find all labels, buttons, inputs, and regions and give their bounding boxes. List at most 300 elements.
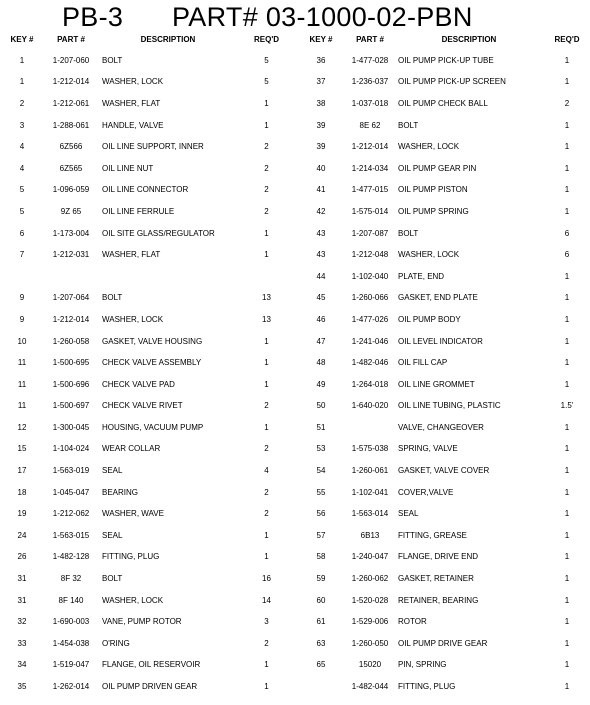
part-number-cell: 1-037-018 bbox=[351, 98, 389, 108]
quantity-required-cell: 1 bbox=[264, 379, 269, 389]
table-row bbox=[296, 568, 590, 590]
quantity-required-cell: 1 bbox=[564, 682, 570, 692]
table-row bbox=[0, 201, 295, 223]
table-row bbox=[296, 352, 590, 374]
quantity-required-cell: 1 bbox=[264, 682, 269, 692]
part-number-cell: 1-096-059 bbox=[52, 185, 90, 195]
table-row bbox=[0, 374, 295, 396]
key-number-cell: 51 bbox=[316, 422, 326, 432]
key-number-cell: 12 bbox=[17, 422, 27, 432]
description-cell: OIL PUMP CHECK BALL bbox=[398, 98, 488, 108]
table-row bbox=[296, 266, 590, 288]
description-cell: SEAL bbox=[398, 509, 419, 519]
part-number-cell: 1-454-038 bbox=[52, 638, 90, 648]
part-number-cell: 1-214-034 bbox=[351, 163, 389, 173]
quantity-required-cell: 4 bbox=[264, 466, 269, 476]
description-cell: OIL PUMP BODY bbox=[398, 314, 461, 324]
key-number-cell: 31 bbox=[17, 595, 27, 605]
quantity-required-cell: 1 bbox=[264, 228, 269, 238]
key-number-cell: 65 bbox=[316, 660, 326, 670]
key-number-cell: 4 bbox=[19, 142, 25, 152]
part-number-cell: 1-104-024 bbox=[52, 444, 90, 454]
key-number-cell: 59 bbox=[316, 574, 326, 584]
part-number-cell: 1-207-060 bbox=[52, 55, 90, 65]
description-cell: PIN, SPRING bbox=[398, 660, 447, 670]
key-number-cell: 2 bbox=[19, 98, 25, 108]
table-row bbox=[296, 547, 590, 569]
table-header-row bbox=[0, 35, 295, 50]
table-row bbox=[296, 396, 590, 418]
quantity-required-cell: 13 bbox=[262, 293, 271, 303]
key-number-cell: 36 bbox=[316, 55, 326, 65]
description-cell: FITTING, PLUG bbox=[398, 682, 456, 692]
description-cell: BOLT bbox=[102, 293, 123, 303]
key-number-cell: 15 bbox=[17, 444, 27, 454]
quantity-required-cell: 2 bbox=[264, 509, 269, 519]
table-row bbox=[0, 115, 295, 137]
description-cell: GASKET, RETAINER bbox=[398, 574, 474, 584]
quantity-required-cell: 3 bbox=[264, 617, 269, 627]
table-row bbox=[296, 72, 590, 94]
key-number-cell: 40 bbox=[316, 163, 326, 173]
quantity-required-cell: 1 bbox=[264, 530, 269, 540]
table-row bbox=[296, 374, 590, 396]
part-number-cell: 1-482-128 bbox=[52, 552, 90, 562]
table-row bbox=[0, 158, 295, 180]
key-number-cell: 32 bbox=[17, 617, 27, 627]
description-cell: SEAL bbox=[102, 530, 123, 540]
quantity-required-cell: 1 bbox=[564, 77, 570, 87]
quantity-required-cell: 13 bbox=[262, 314, 271, 324]
description-cell: OIL FILL CAP bbox=[398, 358, 448, 368]
part-number-cell: 1-262-014 bbox=[52, 682, 90, 692]
table-row bbox=[0, 93, 295, 115]
table-row bbox=[0, 676, 295, 698]
description-cell: OIL LINE GROMMET bbox=[398, 379, 475, 389]
table-row bbox=[0, 590, 295, 612]
description-cell: FITTING, PLUG bbox=[102, 552, 160, 562]
key-number-cell: 54 bbox=[316, 466, 326, 476]
description-cell: FITTING, GREASE bbox=[398, 530, 467, 540]
key-number-cell: 58 bbox=[316, 552, 326, 562]
quantity-required-cell: 2 bbox=[264, 487, 269, 497]
part-number-cell bbox=[44, 266, 98, 288]
table-row bbox=[296, 590, 590, 612]
table-row bbox=[296, 482, 590, 504]
table-row bbox=[0, 460, 295, 482]
table-row bbox=[0, 244, 295, 266]
part-number-cell: 1-240-047 bbox=[351, 552, 389, 562]
description-cell: SEAL bbox=[102, 466, 123, 476]
description-cell: OIL PUMP DRIVEN GEAR bbox=[102, 682, 198, 692]
part-number-cell: 1-207-064 bbox=[52, 293, 90, 303]
table-row bbox=[0, 503, 295, 525]
description-cell: BOLT bbox=[102, 55, 123, 65]
key-number-cell bbox=[0, 266, 44, 288]
quantity-required-cell: 1 bbox=[564, 185, 570, 195]
key-number-cell: 39 bbox=[316, 120, 326, 130]
part-number-cell: 15020 bbox=[358, 660, 382, 670]
quantity-required-cell: 2 bbox=[564, 98, 570, 108]
description-cell: OIL LINE SUPPORT, INNER bbox=[102, 142, 204, 152]
part-number-cell: 1-640-020 bbox=[351, 401, 389, 411]
part-number-cell: 1-212-014 bbox=[52, 314, 90, 324]
quantity-required-cell: 1 bbox=[564, 163, 570, 173]
parts-table-right bbox=[296, 35, 590, 698]
table-row bbox=[296, 223, 590, 245]
key-number-cell: 46 bbox=[316, 314, 326, 324]
column-header-key: KEY # bbox=[309, 35, 333, 44]
description-cell: WASHER, LOCK bbox=[102, 77, 164, 87]
table-row bbox=[296, 115, 590, 137]
quantity-required-cell: 1.5' bbox=[560, 401, 574, 411]
part-number-cell: 1-260-058 bbox=[52, 336, 90, 346]
description-cell: SPRING, VALVE bbox=[398, 444, 458, 454]
part-number-cell: 8F 140 bbox=[58, 595, 84, 605]
table-row bbox=[0, 417, 295, 439]
table-row bbox=[0, 396, 295, 418]
description-cell: OIL PUMP GEAR PIN bbox=[398, 163, 477, 173]
assembly-part-number: PART# 03-1000-02-PBN bbox=[172, 2, 473, 32]
description-cell: BOLT bbox=[398, 228, 419, 238]
table-row bbox=[296, 611, 590, 633]
part-number-cell: 1-477-015 bbox=[351, 185, 389, 195]
key-number-cell: 56 bbox=[316, 509, 326, 519]
quantity-required-cell: 1 bbox=[564, 530, 570, 540]
description-cell: WASHER, LOCK bbox=[102, 595, 164, 605]
key-number-cell: 53 bbox=[316, 444, 326, 454]
table-row bbox=[296, 288, 590, 310]
part-number-cell: 1-212-062 bbox=[52, 509, 90, 519]
part-number-cell: 1-477-028 bbox=[351, 55, 389, 65]
key-number-cell: 24 bbox=[17, 530, 27, 540]
part-number-cell: 1-102-040 bbox=[351, 271, 389, 281]
part-number-cell: 8E 62 bbox=[359, 120, 381, 130]
quantity-required-cell: 1 bbox=[564, 444, 570, 454]
parts-table-left bbox=[0, 35, 295, 698]
parts-list-right bbox=[296, 50, 590, 698]
description-cell: GASKET, VALVE COVER bbox=[398, 466, 490, 476]
description-cell: WASHER, FLAT bbox=[102, 250, 161, 260]
key-number-cell: 4 bbox=[19, 163, 25, 173]
description-cell: WASHER, LOCK bbox=[102, 314, 164, 324]
quantity-required-cell: 1 bbox=[564, 574, 570, 584]
description-cell: OIL PUMP SPRING bbox=[398, 206, 469, 216]
quantity-required-cell: 2 bbox=[264, 142, 269, 152]
key-number-cell: 45 bbox=[316, 293, 326, 303]
key-number-cell: 57 bbox=[316, 530, 326, 540]
description-cell: BOLT bbox=[102, 574, 123, 584]
key-number-cell: 3 bbox=[19, 120, 25, 130]
key-number-cell: 6 bbox=[19, 228, 25, 238]
key-number-cell: 63 bbox=[316, 638, 326, 648]
description-cell: WASHER, WAVE bbox=[102, 509, 164, 519]
part-number-cell: 6B13 bbox=[360, 530, 380, 540]
parts-list-left bbox=[0, 50, 295, 698]
key-number-cell: 11 bbox=[17, 358, 27, 368]
part-number-cell: 1-260-066 bbox=[351, 293, 389, 303]
quantity-required-cell: 2 bbox=[264, 444, 269, 454]
part-number-cell: 1-212-048 bbox=[351, 250, 389, 260]
key-number-cell: 47 bbox=[316, 336, 326, 346]
description-cell: GASKET, END PLATE bbox=[398, 293, 478, 303]
column-header-description: DESCRIPTION bbox=[140, 35, 196, 44]
description-cell: RETAINER, BEARING bbox=[398, 595, 479, 605]
table-row bbox=[296, 417, 590, 439]
description-cell: HOUSING, VACUUM PUMP bbox=[102, 422, 204, 432]
key-number-cell: 37 bbox=[316, 77, 326, 87]
table-row bbox=[0, 72, 295, 94]
quantity-required-cell: 5 bbox=[264, 77, 269, 87]
quantity-required-cell: 1 bbox=[264, 120, 269, 130]
description-cell: OIL LINE NUT bbox=[102, 163, 154, 173]
table-row bbox=[0, 288, 295, 310]
description-cell: VALVE, CHANGEOVER bbox=[398, 422, 484, 432]
part-number-cell: 1-212-031 bbox=[52, 250, 90, 260]
key-number-cell: 26 bbox=[17, 552, 27, 562]
table-row bbox=[296, 460, 590, 482]
key-number-cell: 44 bbox=[316, 271, 326, 281]
key-number-cell: 48 bbox=[316, 358, 326, 368]
part-number-cell: 1-260-062 bbox=[351, 574, 389, 584]
part-number-cell: 1-563-014 bbox=[351, 509, 389, 519]
description-cell: OIL PUMP DRIVE GEAR bbox=[398, 638, 488, 648]
table-row bbox=[0, 352, 295, 374]
description-cell: WASHER, LOCK bbox=[398, 142, 460, 152]
quantity-required-cell: 1 bbox=[564, 120, 570, 130]
quantity-required-cell: 1 bbox=[564, 552, 570, 562]
key-number-cell: 55 bbox=[316, 487, 326, 497]
table-row bbox=[296, 676, 590, 698]
key-number-cell: 1 bbox=[19, 77, 25, 87]
key-number-cell: 9 bbox=[19, 293, 25, 303]
column-header-part: PART # bbox=[356, 35, 384, 44]
part-number-cell: 1-045-047 bbox=[52, 487, 90, 497]
key-number-cell: 10 bbox=[17, 336, 27, 346]
description-cell: OIL LEVEL INDICATOR bbox=[398, 336, 483, 346]
description-cell: FLANGE, DRIVE END bbox=[398, 552, 479, 562]
quantity-required-cell: 1 bbox=[564, 509, 570, 519]
key-number-cell: 33 bbox=[17, 638, 27, 648]
part-number-cell: 1-519-047 bbox=[52, 660, 90, 670]
part-number-cell: 1-529-006 bbox=[351, 617, 389, 627]
key-number-cell: 38 bbox=[316, 98, 326, 108]
table-row bbox=[296, 93, 590, 115]
description-cell: WEAR COLLAR bbox=[102, 444, 161, 454]
quantity-required-cell: 1 bbox=[564, 271, 570, 281]
column-header-key: KEY # bbox=[10, 35, 34, 44]
table-row bbox=[296, 180, 590, 202]
key-number-cell: 39 bbox=[316, 142, 326, 152]
table-row bbox=[0, 223, 295, 245]
description-cell: CHECK VALVE PAD bbox=[102, 379, 175, 389]
table-row bbox=[296, 503, 590, 525]
key-number-cell: 17 bbox=[17, 466, 27, 476]
description-cell: COVER,VALVE bbox=[398, 487, 454, 497]
description-cell: BEARING bbox=[102, 487, 139, 497]
part-number-cell: 1-260-061 bbox=[351, 466, 389, 476]
description-cell: OIL PUMP PICK-UP TUBE bbox=[398, 55, 494, 65]
description-cell: PLATE, END bbox=[398, 271, 445, 281]
model-name: PB-3 bbox=[62, 2, 124, 32]
table-row bbox=[0, 136, 295, 158]
description-cell: WASHER, LOCK bbox=[398, 250, 460, 260]
column-header-part: PART # bbox=[57, 35, 85, 44]
quantity-required-cell: 1 bbox=[264, 336, 269, 346]
description-cell: OIL LINE FERRULE bbox=[102, 206, 175, 216]
table-row bbox=[296, 309, 590, 331]
key-number-cell: 43 bbox=[316, 228, 326, 238]
quantity-required-cell: 5 bbox=[264, 55, 269, 65]
quantity-required-cell: 2 bbox=[264, 401, 269, 411]
quantity-required-cell: 1 bbox=[264, 422, 269, 432]
key-number-cell: 19 bbox=[17, 509, 27, 519]
quantity-required-cell: 1 bbox=[564, 206, 570, 216]
key-number-cell: 11 bbox=[17, 401, 27, 411]
table-row bbox=[0, 525, 295, 547]
quantity-required-cell: 2 bbox=[264, 185, 269, 195]
table-row bbox=[0, 611, 295, 633]
table-header-row bbox=[296, 35, 590, 50]
part-number-cell: 6Z565 bbox=[59, 163, 83, 173]
part-number-cell: 1-563-015 bbox=[52, 530, 90, 540]
quantity-required-cell: 1 bbox=[564, 487, 570, 497]
quantity-required-cell: 1 bbox=[264, 358, 269, 368]
table-row bbox=[0, 309, 295, 331]
part-number-cell: 1-288-061 bbox=[52, 120, 90, 130]
description-cell: OIL PUMP PICK-UP SCREEN bbox=[398, 77, 506, 87]
part-number-cell: 8F 32 bbox=[60, 574, 82, 584]
key-number-cell: 50 bbox=[316, 401, 326, 411]
quantity-required-cell: 1 bbox=[564, 336, 570, 346]
description-cell: BOLT bbox=[398, 120, 419, 130]
table-row bbox=[296, 244, 590, 266]
key-number-cell: 41 bbox=[316, 185, 326, 195]
quantity-required-cell: 1 bbox=[264, 660, 269, 670]
quantity-required-cell: 1 bbox=[264, 552, 269, 562]
description-cell bbox=[98, 266, 238, 288]
description-cell: CHECK VALVE RIVET bbox=[102, 401, 183, 411]
key-number-cell: 11 bbox=[17, 379, 27, 389]
table-row bbox=[0, 633, 295, 655]
table-row bbox=[296, 50, 590, 72]
page-title bbox=[0, 1, 590, 33]
column-header-required: REQ'D bbox=[554, 35, 580, 44]
part-number-cell: 1-477-026 bbox=[351, 314, 389, 324]
part-number-cell: 1-236-037 bbox=[351, 77, 389, 87]
key-number-cell: 34 bbox=[17, 660, 27, 670]
key-number-cell bbox=[296, 676, 346, 698]
quantity-required-cell: 1 bbox=[564, 638, 570, 648]
description-cell: O'RING bbox=[102, 638, 130, 648]
part-number-cell: 1-260-050 bbox=[351, 638, 389, 648]
table-row bbox=[296, 158, 590, 180]
quantity-required-cell: 1 bbox=[564, 379, 570, 389]
description-cell: OIL PUMP PISTON bbox=[398, 185, 468, 195]
key-number-cell: 43 bbox=[316, 250, 326, 260]
part-number-cell: 1-575-014 bbox=[351, 206, 389, 216]
quantity-required-cell: 1 bbox=[264, 250, 269, 260]
part-number-cell: 1-173-004 bbox=[52, 228, 90, 238]
part-number-cell: 1-690-003 bbox=[52, 617, 90, 627]
quantity-required-cell: 6 bbox=[564, 250, 570, 260]
description-cell: FLANGE, OIL RESERVOIR bbox=[102, 660, 201, 670]
quantity-required-cell: 2 bbox=[264, 638, 269, 648]
key-number-cell: 31 bbox=[17, 574, 27, 584]
description-cell: OIL SITE GLASS/REGULATOR bbox=[102, 228, 215, 238]
part-number-cell: 1-207-087 bbox=[351, 228, 389, 238]
part-number-cell: 1-212-014 bbox=[52, 77, 90, 87]
quantity-required-cell: 1 bbox=[564, 595, 570, 605]
table-row bbox=[0, 568, 295, 590]
quantity-required-cell: 1 bbox=[564, 617, 570, 627]
table-row bbox=[296, 525, 590, 547]
quantity-required-cell: 2 bbox=[264, 163, 269, 173]
quantity-required-cell: 1 bbox=[564, 660, 570, 670]
quantity-required-cell: 1 bbox=[564, 55, 570, 65]
description-cell: OIL LINE CONNECTOR bbox=[102, 185, 189, 195]
key-number-cell: 61 bbox=[316, 617, 326, 627]
part-number-cell: 1-500-696 bbox=[52, 379, 90, 389]
table-row bbox=[296, 331, 590, 353]
quantity-required-cell: 1 bbox=[264, 98, 269, 108]
key-number-cell: 42 bbox=[316, 206, 326, 216]
table-row bbox=[0, 331, 295, 353]
quantity-required-cell: 1 bbox=[564, 422, 570, 432]
key-number-cell: 60 bbox=[316, 595, 326, 605]
description-cell: GASKET, VALVE HOUSING bbox=[102, 336, 203, 346]
part-number-cell: 1-212-014 bbox=[351, 142, 389, 152]
table-row bbox=[0, 655, 295, 677]
part-number-cell: 1-212-061 bbox=[52, 98, 90, 108]
table-row bbox=[0, 180, 295, 202]
quantity-required-cell: 1 bbox=[564, 314, 570, 324]
key-number-cell: 5 bbox=[19, 206, 25, 216]
key-number-cell: 49 bbox=[316, 379, 326, 389]
part-number-cell: 1-482-044 bbox=[351, 682, 389, 692]
quantity-required-cell: 2 bbox=[264, 206, 269, 216]
table-row bbox=[0, 439, 295, 461]
table-row bbox=[0, 482, 295, 504]
quantity-required-cell: 1 bbox=[564, 142, 570, 152]
quantity-required-cell: 1 bbox=[564, 358, 570, 368]
part-number-cell: 1-482-046 bbox=[351, 358, 389, 368]
part-number-cell: 9Z 65 bbox=[60, 206, 82, 216]
part-number-cell: 1-563-019 bbox=[52, 466, 90, 476]
key-number-cell: 35 bbox=[17, 682, 27, 692]
quantity-required-cell: 1 bbox=[564, 466, 570, 476]
table-row bbox=[0, 266, 295, 288]
table-row bbox=[296, 201, 590, 223]
key-number-cell: 1 bbox=[19, 55, 25, 65]
key-number-cell: 18 bbox=[17, 487, 27, 497]
table-row bbox=[296, 655, 590, 677]
description-cell: WASHER, FLAT bbox=[102, 98, 161, 108]
description-cell: CHECK VALVE ASSEMBLY bbox=[102, 358, 202, 368]
key-number-cell: 5 bbox=[19, 185, 25, 195]
key-number-cell: 7 bbox=[19, 250, 25, 260]
description-cell: ROTOR bbox=[398, 617, 427, 627]
table-row bbox=[296, 136, 590, 158]
quantity-required-cell bbox=[238, 266, 295, 288]
table-row bbox=[296, 633, 590, 655]
quantity-required-cell: 16 bbox=[262, 574, 271, 584]
quantity-required-cell: 1 bbox=[564, 293, 570, 303]
part-number-cell: 1-241-046 bbox=[351, 336, 389, 346]
part-number-cell: 1-575-038 bbox=[351, 444, 389, 454]
quantity-required-cell: 14 bbox=[262, 595, 271, 605]
part-number-cell: 1-520-028 bbox=[351, 595, 389, 605]
